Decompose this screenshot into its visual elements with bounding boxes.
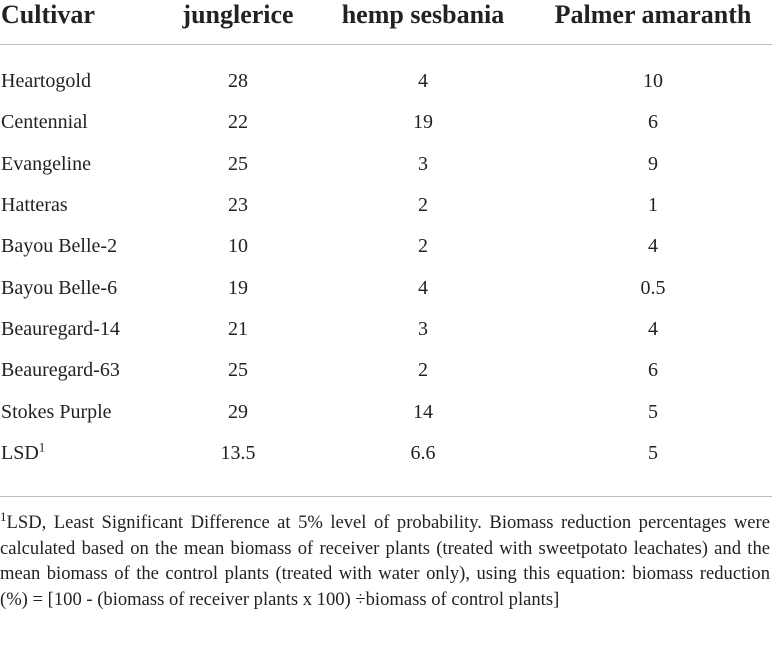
hemp-sesbania-cell: 4	[418, 276, 428, 299]
cultivar-cell: Hatteras	[1, 194, 68, 217]
junglerice-cell: 29	[228, 400, 248, 423]
footnote-marker: 1	[0, 508, 7, 524]
lsd-footnote-marker: 1	[38, 439, 46, 455]
cultivar-cell: Heartogold	[1, 70, 91, 93]
cultivar-cell: Centennial	[1, 111, 88, 134]
lsd-palmer-amaranth-cell: 5	[648, 441, 658, 464]
header-junglerice: junglerice	[182, 0, 294, 29]
table-row	[0, 267, 772, 308]
hemp-sesbania-cell: 14	[413, 400, 433, 423]
palmer-amaranth-cell: 6	[648, 359, 658, 382]
junglerice-cell: 19	[228, 276, 248, 299]
table-row	[0, 226, 772, 267]
hemp-sesbania-cell: 3	[418, 317, 428, 340]
table-row	[0, 309, 772, 350]
hemp-sesbania-cell: 2	[418, 359, 428, 382]
junglerice-cell: 22	[228, 111, 248, 134]
palmer-amaranth-cell: 4	[648, 317, 658, 340]
cultivar-cell: Stokes Purple	[1, 400, 112, 423]
lsd-label-cell	[0, 433, 164, 474]
table-row	[0, 102, 772, 143]
junglerice-cell: 21	[228, 317, 248, 340]
junglerice-cell: 10	[228, 235, 248, 258]
table-row	[0, 350, 772, 391]
table-row	[0, 391, 772, 432]
palmer-amaranth-cell: 5	[648, 400, 658, 423]
header-palmer-amaranth: Palmer amaranth	[554, 0, 752, 29]
palmer-amaranth-cell: 10	[643, 70, 663, 93]
footnote-text: LSD, Least Significant Difference at 5% level of probability. Biomass reduction percentages were calculated based on the mean biomass of receiver plants (treated with sweetpotato leachates) and the mean biomass of the control plants (treated with water only), using this equation: biomass reduction (%) = [100 - (biomass of receiver plants x 100) ÷biomass of control plants]	[0, 512, 770, 610]
palmer-amaranth-cell: 4	[648, 235, 658, 258]
table-row	[0, 185, 772, 226]
table-body	[0, 45, 772, 474]
lsd-junglerice-cell: 13.5	[220, 441, 256, 464]
palmer-amaranth-cell: 0.5	[640, 276, 666, 299]
header-hemp-sesbania: hemp sesbania	[341, 0, 505, 29]
hemp-sesbania-cell: 4	[418, 70, 428, 93]
table-footnote	[0, 510, 770, 612]
lsd-hemp-sesbania-cell: 6.6	[410, 441, 436, 464]
table-header	[0, 0, 772, 45]
junglerice-cell: 23	[228, 194, 248, 217]
lsd-row	[0, 433, 772, 474]
junglerice-cell: 28	[228, 70, 248, 93]
palmer-amaranth-cell: 6	[648, 111, 658, 134]
hemp-sesbania-cell: 2	[418, 194, 428, 217]
junglerice-cell: 25	[228, 152, 248, 175]
palmer-amaranth-cell: 9	[648, 152, 658, 175]
hemp-sesbania-cell: 19	[413, 111, 433, 134]
table-row	[0, 144, 772, 185]
palmer-amaranth-cell: 1	[648, 194, 658, 217]
hemp-sesbania-cell: 2	[418, 235, 428, 258]
cultivar-cell: Evangeline	[1, 152, 91, 175]
table-bottom-divider	[0, 496, 772, 497]
header-cultivar: Cultivar	[1, 0, 95, 29]
cultivar-cell: Bayou Belle-2	[1, 235, 118, 258]
hemp-sesbania-cell: 3	[418, 152, 428, 175]
lsd-label: LSD	[1, 441, 39, 464]
table-row	[0, 45, 772, 103]
cultivar-cell: Beauregard-63	[1, 359, 120, 382]
cultivar-cell: Beauregard-14	[1, 317, 120, 340]
cultivar-cell: Bayou Belle-6	[1, 276, 118, 299]
junglerice-cell: 25	[228, 359, 248, 382]
